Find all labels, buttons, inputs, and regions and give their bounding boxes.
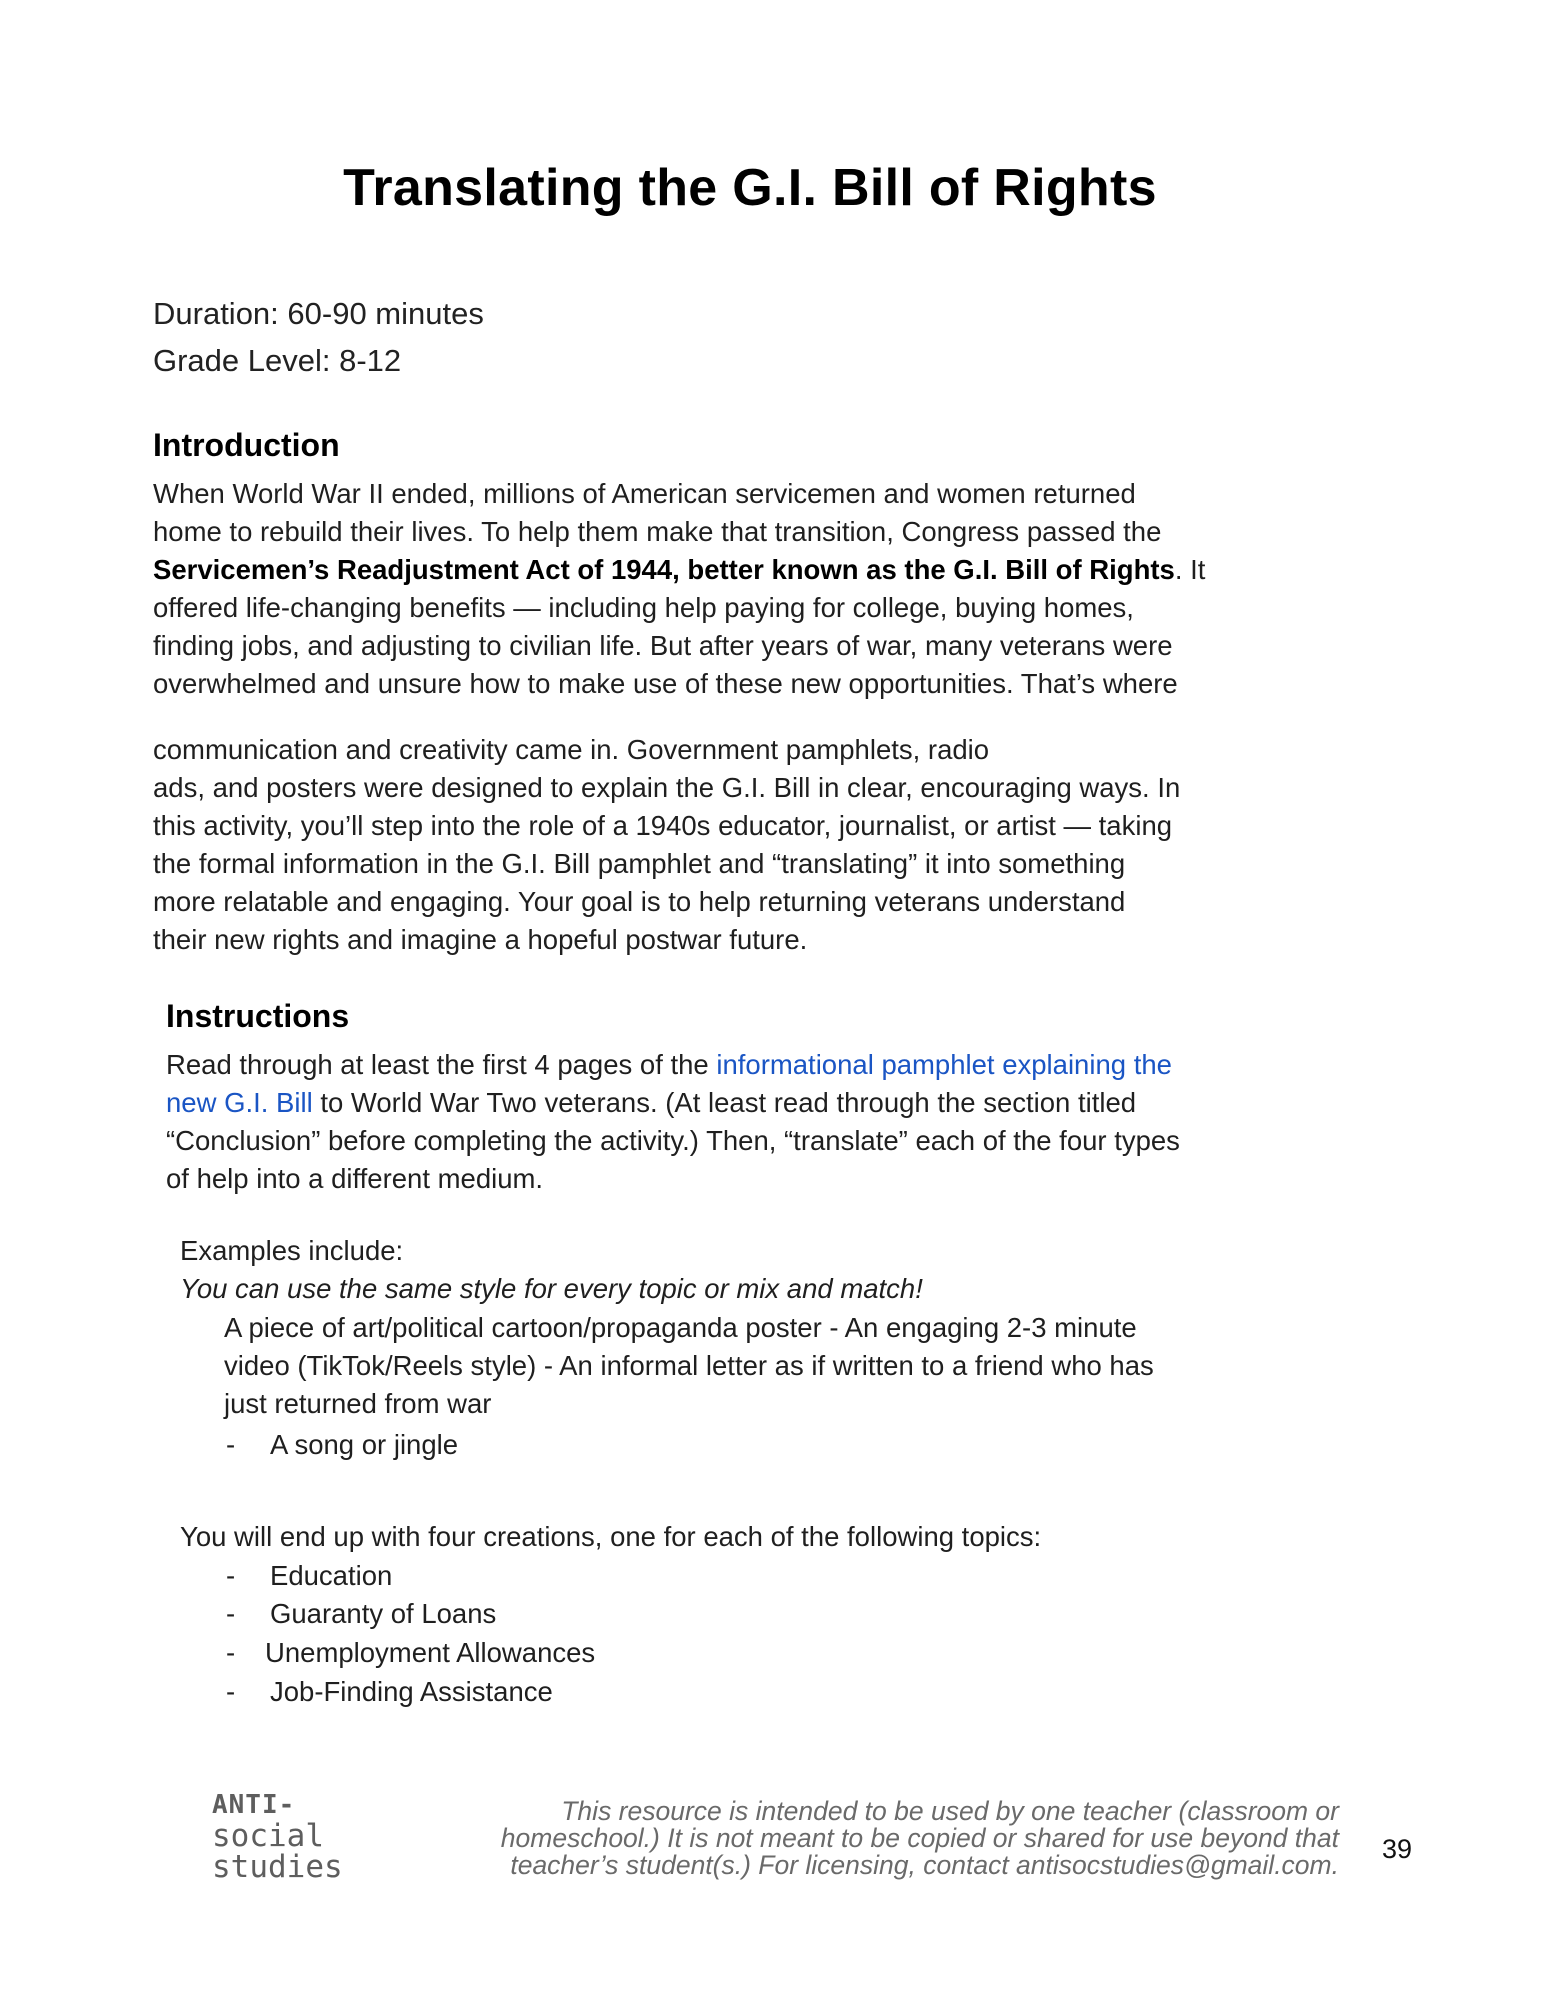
anti-social-studies-logo: ANTI- social studies [212,1790,343,1885]
bullet-dash: - [226,1637,236,1668]
intro-line: offered life-changing benefits — including help paying for college, buying homes, [153,592,1134,623]
intro-line: ads, and posters were designed to explain the G.I. Bill in clear, encouraging ways. In [153,772,1181,803]
license-notice: This resource is intended to be used by one teacher (classroom or homeschool.) It is not meant to be copied or shared for use beyond that teacher’s student(s.) For licensing, contact antisocstudies@gmail.com. [500,1796,1339,1880]
intro-line: When World War II ended, millions of American servicemen and women returned [153,478,1136,509]
topic-item-job-finding: - Job-Finding Assistance [226,1673,553,1711]
introduction-paragraph [153,475,1353,703]
bullet-song: - A song or jingle [226,1426,458,1464]
bullet-dash: - [226,1429,236,1460]
page-number: 39 [1382,1834,1413,1864]
topic-item-loans: - Guaranty of Loans [226,1595,496,1633]
examples-label: Examples include: [180,1235,404,1266]
duration-text: Duration: 60-90 minutes [153,296,484,331]
intro-line: their new rights and imagine a hopeful postwar future. [153,924,808,955]
grade-level-text: Grade Level: 8-12 [153,343,402,378]
intro-line: finding jobs, and adjusting to civilian life. But after years of war, many veterans were [153,630,1173,661]
introduction-paragraph-continued [153,731,1353,959]
pamphlet-link[interactable]: informational pamphlet explaining the [716,1049,1172,1080]
example-line: video (TikTok/Reels style) - An informal letter as if written to a friend who has [224,1350,1154,1381]
example-line: A piece of art/political cartoon/propaganda poster - An engaging 2-3 minute [224,1312,1137,1343]
intro-line: overwhelmed and unsure how to make use of these new opportunities. That’s where [153,668,1178,699]
instructions-line: new G.I. Bill to World War Two veterans. (At least read through the section titled [166,1087,1137,1118]
topic-item-education: - Education [226,1557,392,1595]
instructions-line: Read through at least the first 4 pages of the informational pamphlet explaining the [166,1049,1172,1080]
examples-block [224,1309,1374,1423]
instructions-line: “Conclusion” before completing the activity.) Then, “translate” each of the four types [166,1125,1180,1156]
examples-note: You can use the same style for every topic or mix and match! [180,1273,923,1304]
intro-line: communication and creativity came in. Government pamphlets, radio [153,734,990,765]
instructions-heading: Instructions [166,998,350,1034]
intro-bold-line: Servicemen’s Readjustment Act of 1944, better known as the G.I. Bill of Rights. It [153,554,1206,585]
example-line: just returned from war [224,1388,492,1419]
page-title: Translating the G.I. Bill of Rights [343,159,1157,217]
intro-line: home to rebuild their lives. To help them make that transition, Congress passed the [153,516,1162,547]
topics-intro: You will end up with four creations, one for each of the following topics: [180,1521,1042,1552]
intro-line: the formal information in the G.I. Bill pamphlet and “translating” it into something [153,848,1126,879]
bullet-dash: - [226,1598,236,1629]
instructions-line: of help into a different medium. [166,1163,544,1194]
intro-line: this activity, you’ll step into the role of a 1940s educator, journalist, or artist — taking [153,810,1173,841]
bullet-dash: - [226,1560,236,1591]
bullet-dash: - [226,1676,236,1707]
act-name: Servicemen’s Readjustment Act of 1944, better known as the G.I. Bill of Rights [153,554,1175,585]
introduction-heading: Introduction [153,427,340,463]
pamphlet-link-continued[interactable]: new G.I. Bill [166,1087,313,1118]
instructions-paragraph [166,1046,1366,1198]
topic-item-unemployment: - Unemployment Allowances [226,1634,595,1672]
intro-line: more relatable and engaging. Your goal is to help returning veterans understand [153,886,1126,917]
